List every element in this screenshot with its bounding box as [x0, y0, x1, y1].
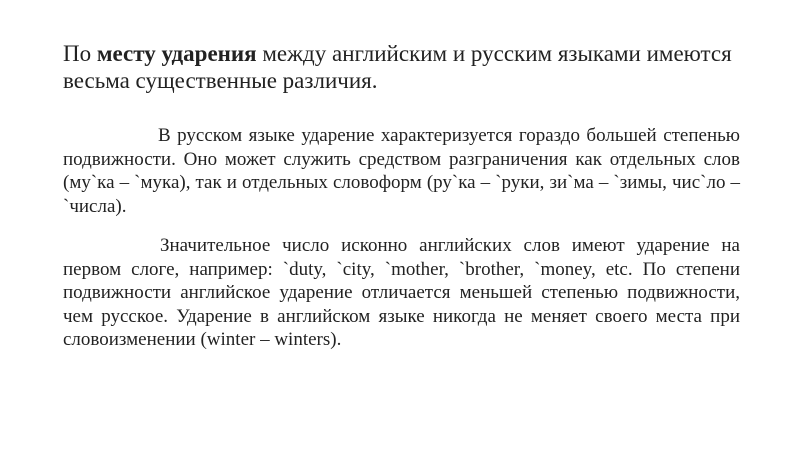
paragraph-russian-stress: В русском языке ударение характеризуется гораздо большей степенью подвижности. Оно может служить средством разграничения как отдельных слов (му`ка – `мука), так и отдельных словоформ (ру`ка – `руки, зи`ма – `зимы, чис`ло – `числа).	[63, 125, 740, 217]
paragraph-english-stress: Значительное число исконно английских слов имеют ударение на первом слоге, например: `duty, `city, `mother, `brother, `money, etc. По степени подвижности английское ударение отличается меньшей степенью подвижности, чем русское. Ударение в английском языке никогда не меняет своего места при словоизменении (winter – winters).	[63, 235, 740, 350]
heading-prefix: По	[63, 41, 97, 66]
heading-bold-term: месту ударения	[96, 41, 257, 66]
heading-rest: между английским и русским языками имеются весьма существенные различия.	[63, 41, 732, 93]
slide-heading	[63, 40, 743, 94]
